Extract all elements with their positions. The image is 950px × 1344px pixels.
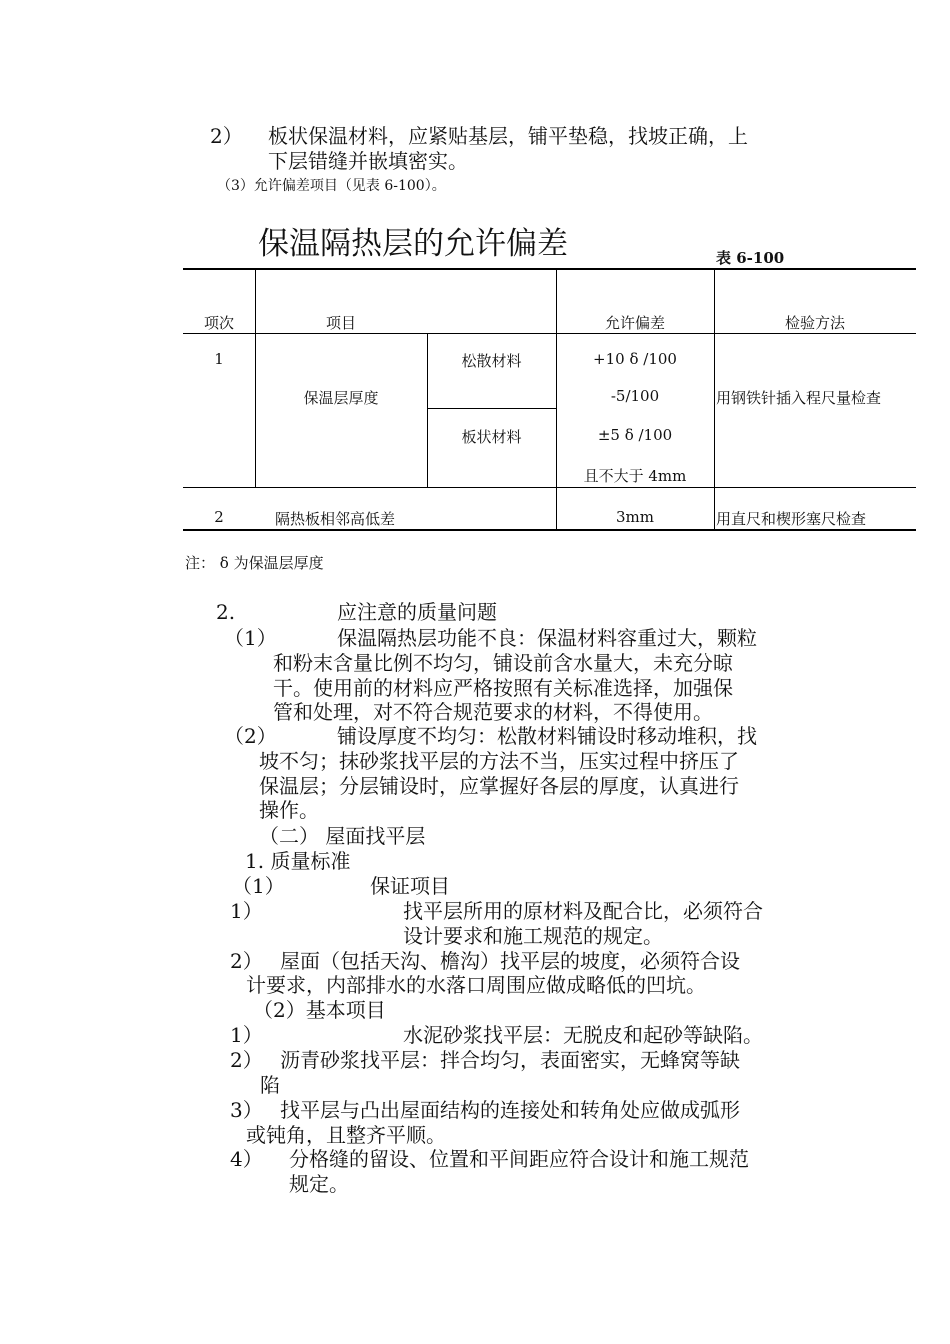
- paragraph-line: 管和处理，对不符合规范要求的材料，不得使用。: [273, 700, 713, 724]
- paragraph-line: 找平层所用的原材料及配合比，必须符合: [403, 899, 763, 923]
- row1-sub1-name: 松散材料: [461, 352, 522, 370]
- subsection-heading: 1. 质量标准: [245, 849, 351, 873]
- row2-seq: 2: [214, 508, 224, 526]
- paragraph-line: 下层错缝并嵌填密实。: [268, 149, 468, 173]
- paragraph-line: 分格缝的留设、位置和平间距应符合设计和施工规范: [289, 1147, 749, 1171]
- table-title: 保温隔热层的允许偏差: [258, 226, 568, 262]
- paragraph-line: 或钝角，且整齐平顺。: [246, 1123, 446, 1147]
- paragraph-line: 和粉末含量比例不均匀，铺设前含水量大，未充分晾: [273, 651, 733, 675]
- paragraph-line: 水泥砂浆找平层：无脱皮和起砂等缺陷。: [403, 1023, 763, 1047]
- row2-tolerance: 3mm: [616, 508, 654, 526]
- list-marker: （2）: [224, 724, 277, 748]
- paragraph-line: 陷: [260, 1073, 280, 1097]
- header-item: 项目: [325, 314, 356, 332]
- row2-item: 隔热板相邻高低差: [275, 510, 396, 528]
- header-tolerance: 允许偏差: [604, 314, 665, 332]
- section-heading: 应注意的质量问题: [337, 600, 497, 624]
- paragraph-line: 沥青砂浆找平层：拌合均匀，表面密实，无蜂窝等缺: [280, 1048, 740, 1072]
- header-method: 检验方法: [784, 314, 845, 332]
- section-heading: （二） 屋面找平层: [259, 824, 426, 848]
- paragraph-line: 操作。: [259, 798, 319, 822]
- paragraph-line: 坡不匀；抹砂浆找平层的方法不当，压实过程中挤压了: [259, 749, 739, 773]
- paragraph-line: 计要求，内部排水的水落口周围应做成略低的凹坑。: [246, 973, 706, 997]
- paragraph-line: 规定。: [289, 1172, 349, 1196]
- row2-method: 用直尺和楔形塞尺检查: [716, 510, 867, 528]
- list-marker: （1）: [232, 874, 285, 898]
- row1-seq: 1: [214, 350, 224, 368]
- list-marker: 1）: [230, 1023, 263, 1047]
- paragraph-line: 铺设厚度不均匀：松散材料铺设时移动堆积，找: [337, 724, 757, 748]
- paragraph-line: 板状保温材料，应紧贴基层，铺平垫稳，找坡正确，上: [268, 124, 748, 148]
- list-marker: 2）: [230, 1048, 263, 1072]
- row1-sub1-tol2: -5/100: [610, 387, 660, 405]
- row1-item: 保温层厚度: [303, 389, 379, 407]
- table-number: 表 6-100: [716, 249, 785, 267]
- table-note: 注： δ 为保温层厚度: [185, 554, 324, 572]
- row1-method: 用钢铁针插入程尺量检查: [716, 389, 882, 407]
- header-seq: 项次: [203, 314, 234, 332]
- row1-sub2-tol2: 且不大于 4mm: [583, 467, 687, 485]
- list-marker: 2）: [210, 124, 243, 148]
- row1-sub2-name: 板状材料: [461, 428, 522, 446]
- section-number: 2.: [216, 600, 236, 624]
- paragraph-line: （3）允许偏差项目（见表 6-100）。: [217, 178, 446, 194]
- row1-sub1-tol1: +10 δ /100: [593, 350, 677, 368]
- list-marker: 4）: [230, 1147, 263, 1171]
- list-marker: 3）: [230, 1098, 263, 1122]
- row1-sub2-tol1: ±5 δ /100: [597, 426, 673, 444]
- paragraph-line: 屋面（包括天沟、檐沟）找平层的坡度，必须符合设: [280, 949, 740, 973]
- paragraph-line: 设计要求和施工规范的规定。: [403, 924, 663, 948]
- subsection-heading: 保证项目: [370, 874, 450, 898]
- subsection-heading: （2）基本项目: [253, 998, 386, 1022]
- list-marker: （1）: [224, 626, 277, 650]
- paragraph-line: 保温隔热层功能不良：保温材料容重过大，颗粒: [337, 626, 757, 650]
- paragraph-line: 找平层与凸出屋面结构的连接处和转角处应做成弧形: [280, 1098, 740, 1122]
- paragraph-line: 干。使用前的材料应严格按照有关标准选择，加强保: [273, 676, 733, 700]
- list-marker: 2）: [230, 949, 263, 973]
- list-marker: 1）: [230, 899, 263, 923]
- paragraph-line: 保温层；分层铺设时，应掌握好各层的厚度，认真进行: [259, 774, 739, 798]
